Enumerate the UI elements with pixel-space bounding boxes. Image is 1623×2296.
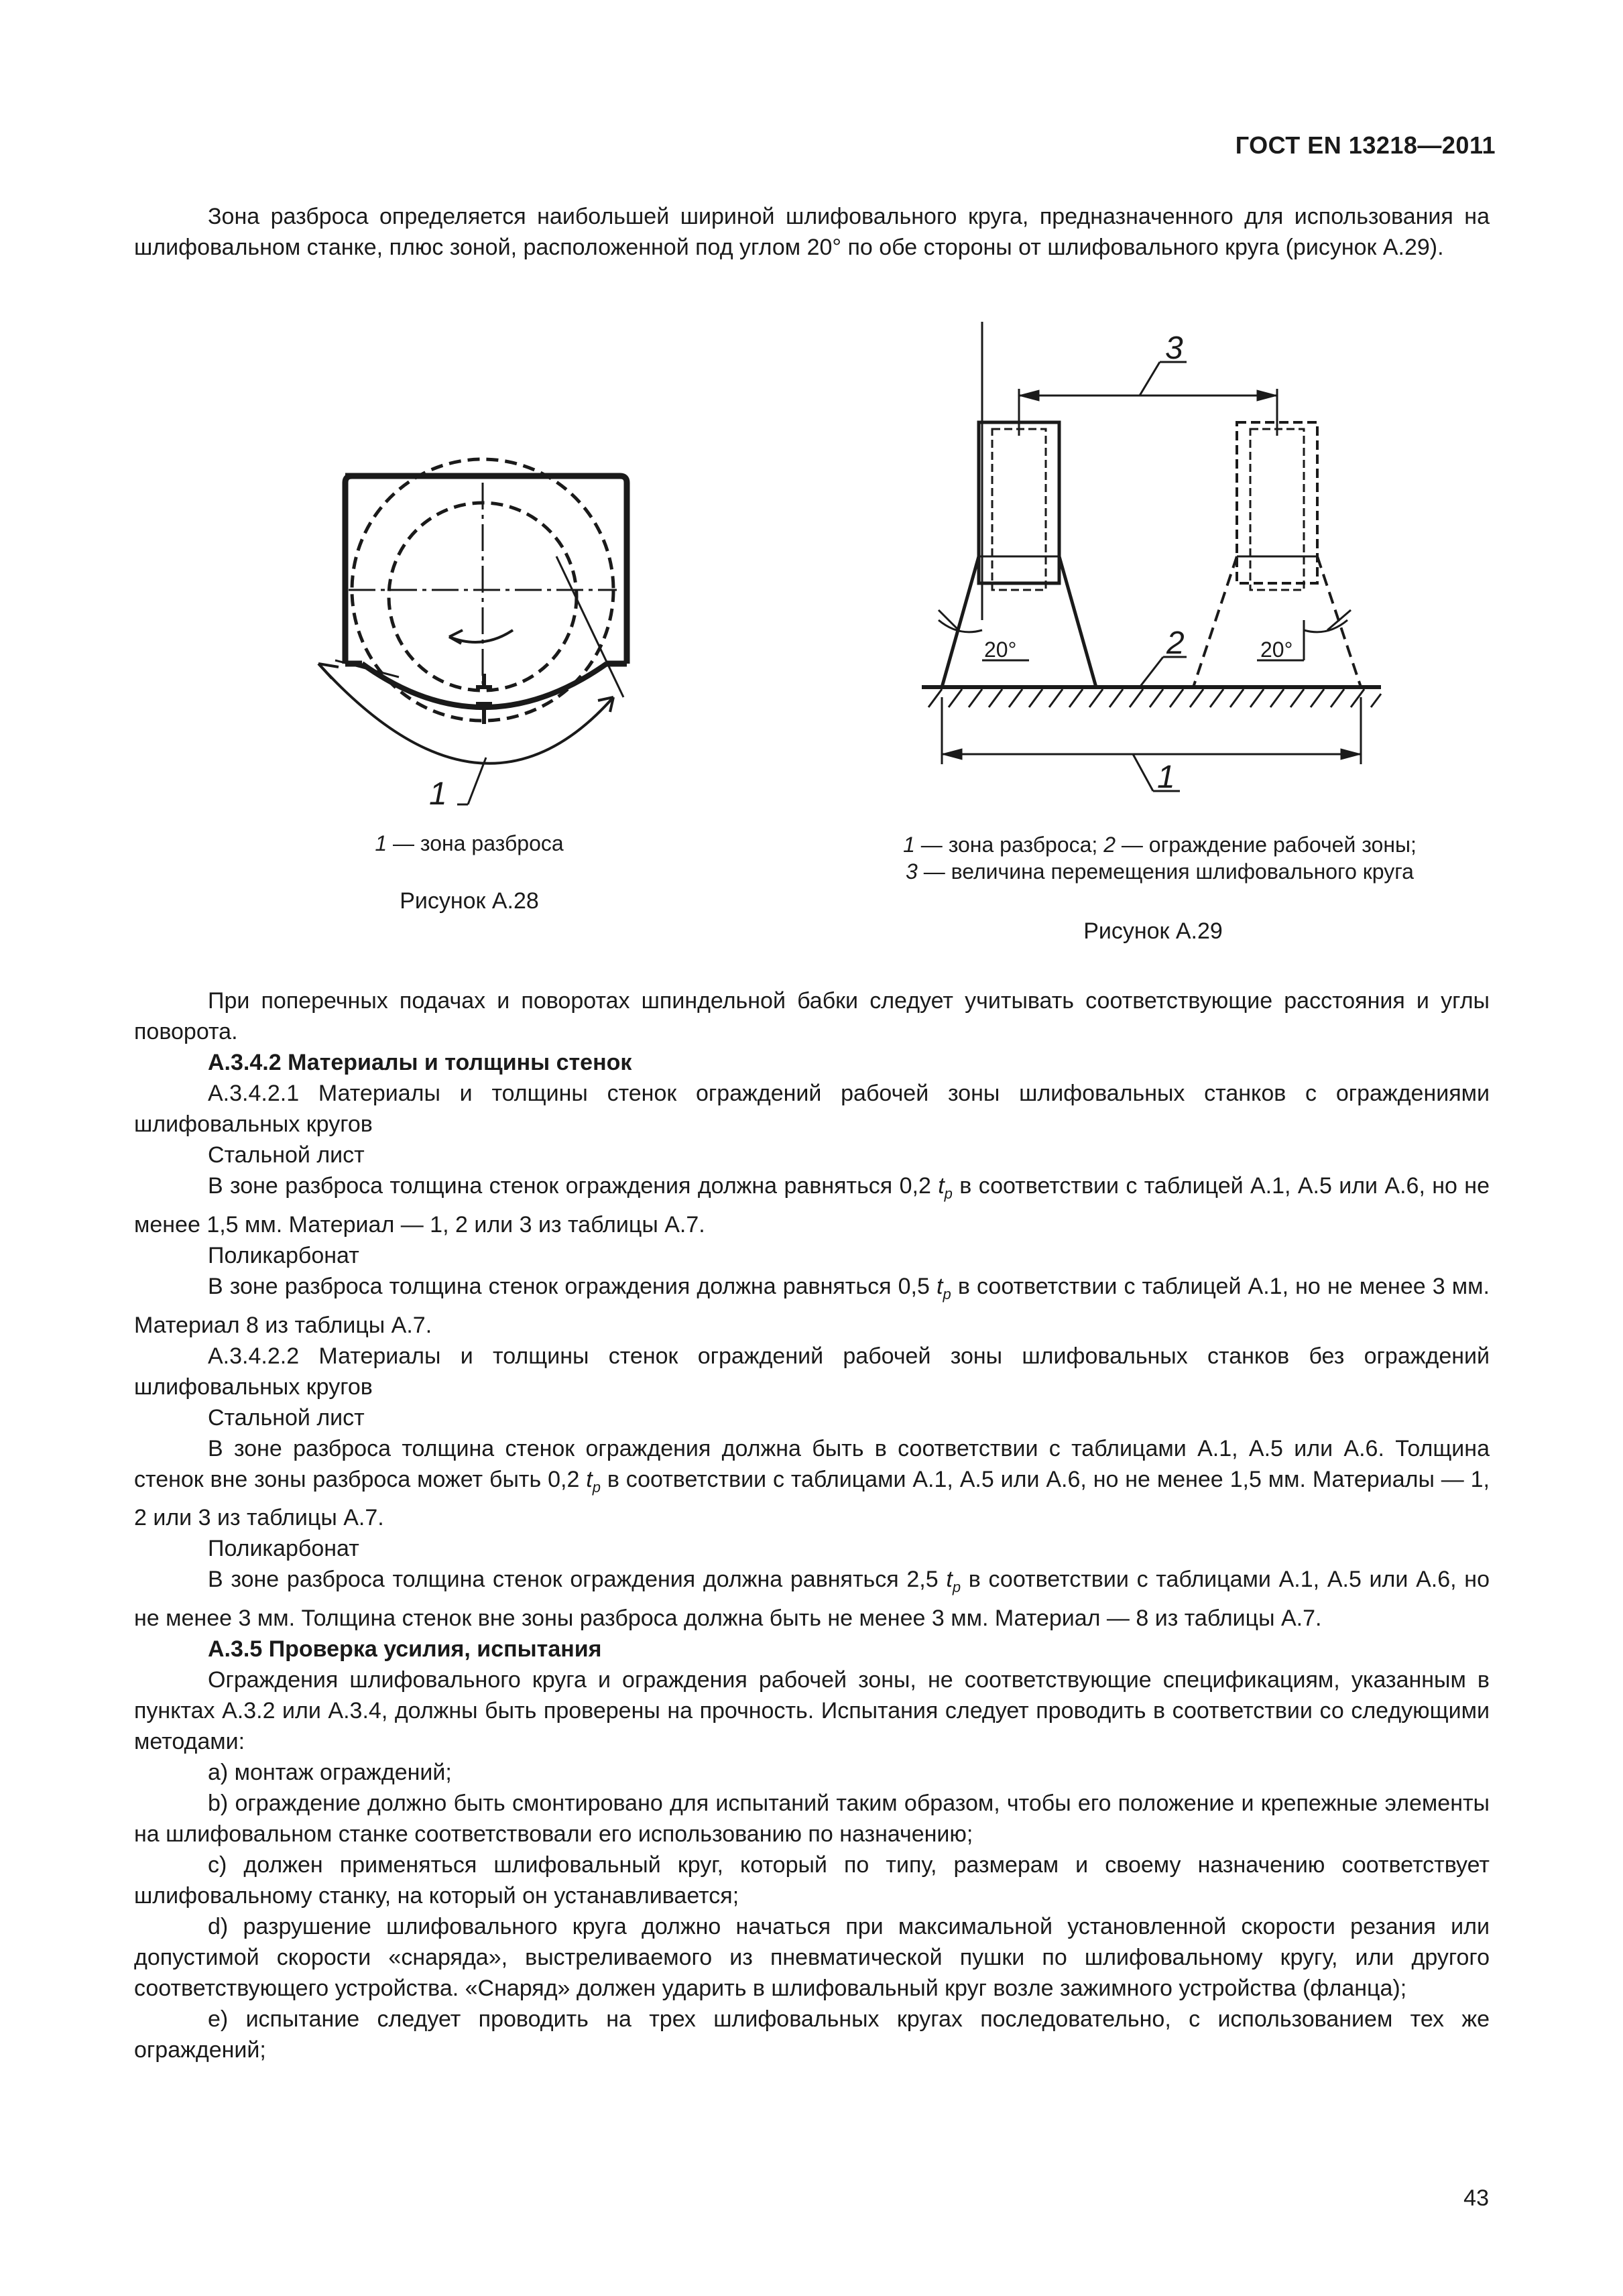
- figure-a28-drawing: [308, 442, 657, 818]
- fig29-title: Рисунок А.29: [1083, 918, 1223, 944]
- fig28-legend: [308, 831, 630, 856]
- symbol-t: t: [946, 1567, 953, 1593]
- fig29-label-1: 1: [1157, 760, 1175, 795]
- symbol-t: t: [938, 1173, 945, 1199]
- legend-item-text: — зона разброса;: [914, 833, 1104, 857]
- subhead-poly-2: Поликарбонат: [208, 1536, 359, 1562]
- paragraph-feeds: При поперечных подачах и поворотах шпиндельной бабки следует учитывать соответствующие расстояния и углы поворота.: [134, 988, 1490, 1044]
- subhead-steel-2: Стальной лист: [208, 1404, 365, 1431]
- fig29-label-2: 2: [1166, 625, 1185, 661]
- fig29-legend: [865, 831, 1455, 885]
- wheel-left-solid: [979, 422, 1059, 583]
- fig28-legend-text: — зона разброса: [387, 831, 564, 855]
- text-run: В зоне разброса толщина стенок ограждения должна равняться 0,5: [208, 1273, 937, 1299]
- paragraph-poly-1: [134, 1271, 1490, 1341]
- text-run: В зоне разброса толщина стенок ограждения должна равняться 2,5: [208, 1567, 947, 1593]
- symbol-subscript-p: p: [944, 1185, 953, 1202]
- document-header: ГОСТ EN 13218—2011: [1235, 131, 1496, 159]
- heading-a342: А.3.4.2 Материалы и толщины стенок: [208, 1050, 632, 1075]
- intro-text-block: [134, 201, 1490, 263]
- ground-hatching: [928, 689, 1381, 707]
- paragraph-a3421: А.3.4.2.1 Материалы и толщины стенок ограждений рабочей зоны шлифовальных станков с ограждениями шлифовальных кругов: [134, 1081, 1490, 1137]
- legend-item-number: 3: [906, 859, 918, 884]
- subhead-poly-1: Поликарбонат: [208, 1242, 359, 1268]
- paragraph-poly-2: [134, 1564, 1490, 1634]
- paragraph-steel-2: [134, 1433, 1490, 1534]
- guard-housing: [345, 476, 627, 664]
- figure-a29-drawing: [912, 322, 1394, 818]
- legend-item-text: — ограждение рабочей зоны;: [1116, 833, 1417, 857]
- text-run: в соответствии с таблицей А.1, А.5 или А.6, но не менее 1,5 мм. Материал — 1, 2 или 3 из таблицы А.7.: [134, 1173, 1490, 1237]
- symbol-subscript-p: p: [592, 1478, 601, 1496]
- intro-paragraph: Зона разброса определяется наибольшей шириной шлифовального круга, предназначенного для использования на шлифовальном станке, плюс зоной, расположенной под углом 20° по обе стороны от шлифовального круга (рисунок А.29).: [134, 204, 1490, 260]
- text-run: В зоне разброса толщина стенок ограждения должна быть в соответствии с таблицами А.1, А.5 или А.6. Толщина стенок вне зоны разброса может быть 0,2: [134, 1435, 1490, 1492]
- wheel-right-dashed: [1237, 422, 1317, 583]
- list-item-e: е) испытание следует проводить на трех шлифовальных кругах последовательно, с использованием тех же ограждений;: [134, 2006, 1490, 2063]
- fig29-angle-right: 20°: [1260, 638, 1293, 662]
- list-item-d: d) разрушение шлифовального круга должно начаться при максимальной установленной скорости резания или допустимой скорости «снаряда», выстреливаемого из пневматической пушки по шлифовальному кругу, или другого соответствующего устройства. «Снаряд» должен ударить в шлифовальный круг возле зажимного устройства (фланца);: [134, 1914, 1490, 2002]
- legend-item-number: 1: [903, 833, 915, 857]
- symbol-t: t: [937, 1273, 943, 1299]
- list-item-a: а) монтаж ограждений;: [208, 1760, 452, 1786]
- symbol-subscript-p: p: [952, 1579, 961, 1596]
- list-item-b: b) ограждение должно быть смонтировано для испытаний таким образом, чтобы его положение и крепежные элементы на шлифовальном станке соответствовали его использованию по назначению;: [134, 1791, 1490, 1848]
- heading-a35: А.3.5 Проверка усилия, испытания: [208, 1636, 602, 1663]
- text-run: В зоне разброса толщина стенок ограждения должна равняться 0,2: [208, 1173, 939, 1199]
- paragraph-a3422: А.3.4.2.2 Материалы и толщины стенок ограждений рабочей зоны шлифовальных станков без ограждений шлифовальных кругов: [134, 1343, 1490, 1400]
- fig28-legend-number: 1: [375, 831, 387, 855]
- fig28-title: Рисунок А.28: [400, 888, 539, 914]
- paragraph-steel-1: [134, 1170, 1490, 1240]
- paragraph-a35: Ограждения шлифовального круга и ограждения рабочей зоны, не соответствующие спецификациям, указанным в пунктах А.3.2 или А.3.4, должны быть проверены на прочность. Испытания следует проводить в соответствии со следующими методами:: [134, 1667, 1490, 1755]
- legend-item-number: 2: [1103, 833, 1116, 857]
- legend-item-text: — величина перемещения шлифовального круга: [917, 859, 1414, 884]
- fig29-angle-left: 20°: [984, 638, 1017, 662]
- text-run: в соответствии с таблицей А.1, но не менее 3 мм. Материал 8 из таблицы А.7.: [134, 1273, 1490, 1338]
- fig28-callout-1: 1: [429, 776, 447, 812]
- fig29-label-3: 3: [1165, 330, 1183, 366]
- fig29-legend-line1: [865, 831, 1455, 858]
- page-number: 43: [1463, 2185, 1489, 2211]
- text-run: в соответствии с таблицами А.1, А.5 или А.6, но не менее 3 мм. Толщина стенок вне зоны разброса должна быть не менее 3 мм. Материал — 8 из таблицы А.7.: [134, 1567, 1490, 1632]
- symbol-subscript-p: p: [943, 1285, 951, 1303]
- body-text-block: [134, 985, 1490, 2065]
- subhead-steel-1: Стальной лист: [208, 1142, 365, 1168]
- symbol-t: t: [586, 1466, 593, 1492]
- fig29-legend-line2: [865, 858, 1455, 885]
- list-item-c: c) должен применяться шлифовальный круг, который по типу, размерам и своему назначению соответствует шлифовальному станку, на который он устанавливается;: [134, 1852, 1490, 1909]
- text-run: в соответствии с таблицами А.1, А.5 или А.6, но не менее 1,5 мм. Материалы — 1, 2 или 3 из таблицы А.7.: [134, 1466, 1490, 1531]
